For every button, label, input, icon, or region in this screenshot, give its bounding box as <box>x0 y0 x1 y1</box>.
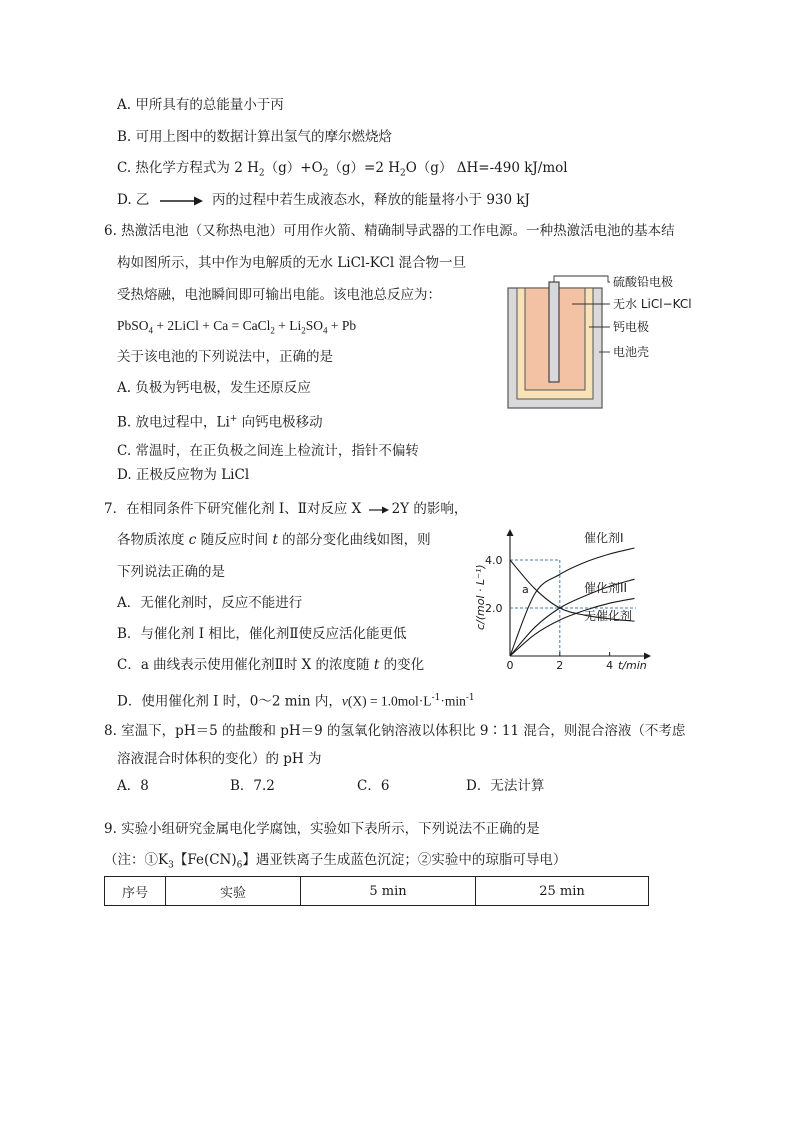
q7-d-text-3: ·min <box>440 693 466 709</box>
q6-question: 关于该电池的下列说法中，正确的是 <box>117 349 333 365</box>
q5-c-text-2: （g）+O <box>264 160 323 176</box>
q9-stem: 9. 实验小组研究金属电化学腐蚀，实验如下表所示，下列说法不正确的是 <box>104 821 540 837</box>
right-arrow-icon <box>158 195 204 207</box>
label-calcium: 钙电极 <box>613 320 650 334</box>
q6-stem-1: 6. 热激活电池（又称热电池）可用作火箭、精确制导武器的工作电源。一种热激活电池的基本结 <box>104 223 675 239</box>
right-arrow-icon <box>368 505 390 515</box>
q7-d-text-2: (X) = 1.0mol·L <box>347 693 432 709</box>
q5-d-text-1: D. 乙 <box>117 192 150 208</box>
q7-c-text-1: C．a 曲线表示使用催化剂Ⅱ时 X 的浓度随 <box>117 657 374 673</box>
q5-c-enthalpy: ΔH=-490 kJ/mol <box>456 160 568 176</box>
q5-c-text-3: （g）=2 H <box>328 160 400 176</box>
q6-stem-3: 受热熔融，电池瞬间即可输出电能。该电池总反应为： <box>117 287 441 303</box>
table-header-index: 序号 <box>105 877 166 906</box>
q6-eq-text-5: + Pb <box>327 318 357 333</box>
q5-c-text-4: O（g） <box>405 160 457 176</box>
q7-stem-1-text: 7．在相同条件下研究催化剂 I、Ⅱ对反应 X <box>104 501 362 517</box>
q6-option-c: C. 常温时，在正负极之间连上检流计，指针不偏转 <box>117 443 419 459</box>
label-lead-sulfate: 硫酸铅电极 <box>613 275 674 289</box>
q9-note-sub-6: 6 <box>236 860 243 871</box>
q6-eq-text-2: + 2LiCl + Ca = CaCl <box>153 318 271 333</box>
label-shell: 电池壳 <box>613 345 650 359</box>
q5-option-d <box>117 191 530 209</box>
q5-d-text-2: 丙的过程中若生成液态水，释放的能量将小于 930 kJ <box>212 192 530 208</box>
curve-label-a: a <box>522 583 529 596</box>
q6-option-a: A. 负极为钙电极，发生还原反应 <box>117 380 311 396</box>
q7-concentration-chart <box>466 522 666 672</box>
q8-stem-1: 8. 室温下，pH＝5 的盐酸和 pH＝9 的氢氧化钠溶液以体积比 9∶11 混合，则混合溶液（不考虑 <box>104 723 686 739</box>
q9-note <box>104 851 566 875</box>
q6-b-text-1: B. 放电过程中，Li <box>117 414 230 431</box>
q7-option-c <box>117 656 424 674</box>
q6-stem-2: 构如图所示，其中作为电解质的无水 LiCl-KCl 混合物一旦 <box>117 255 466 271</box>
x-tick-label: 0 <box>506 659 514 672</box>
q7-stem-1 <box>104 500 467 518</box>
q6-option-d: D. 正极反应物为 LiCl <box>117 467 250 483</box>
q7-stem-3: 下列说法正确的是 <box>117 564 225 580</box>
q7-stem-2-t: t <box>272 532 278 548</box>
battery-diagram <box>500 272 710 412</box>
q9-note-3: 】遇亚铁离子生成蓝色沉淀；②实验中的琼脂可导电） <box>242 852 567 868</box>
curve-label-catalyst-1: 催化剂I <box>584 531 624 545</box>
q7-option-d <box>117 689 475 711</box>
q7-d-text-1: D．使用催化剂 I 时，0～2 min 内， <box>117 693 342 710</box>
q6-eq-sub-3: 2 <box>301 325 306 336</box>
table-header-experiment: 实验 <box>166 877 301 906</box>
q5-option-a: A. 甲所具有的总能量小于丙 <box>117 97 284 113</box>
q5-c-sub-1: 2 <box>258 168 265 179</box>
q6-eq-sub-4: 4 <box>323 325 328 336</box>
q7-stem-2-a: 各物质浓度 <box>117 532 189 548</box>
q7-stem-2-e: 的部分变化曲线如图，则 <box>277 532 431 548</box>
q5-option-c <box>117 159 568 183</box>
x-tick-label: 4 <box>606 659 614 672</box>
q6-eq-sub-2: 2 <box>270 325 275 336</box>
q7-option-a: A．无催化剂时，反应不能进行 <box>117 595 303 611</box>
q7-option-b: B．与催化剂 I 相比，催化剂Ⅱ使反应活化能更低 <box>117 626 407 642</box>
x-tick-label: 2 <box>556 659 564 672</box>
q6-equation <box>117 317 356 340</box>
y-tick-label: 4.0 <box>485 554 503 567</box>
q8-option-c: C．6 <box>357 778 390 794</box>
q6-b-text-2: 向钙电极移动 <box>237 414 323 431</box>
q7-c-text-2: 的变化 <box>379 657 425 673</box>
q7-d-sup-1: -1 <box>431 693 441 703</box>
q9-note-2: 【Fe(CN) <box>173 852 237 868</box>
q7-c-t: t <box>373 657 380 673</box>
q8-stem-2: 溶液混合时体积的变化）的 pH 为 <box>117 751 322 767</box>
q7-d-sup-2: -1 <box>465 693 475 703</box>
q7-stem-2 <box>117 531 431 549</box>
q7-stem-2-b: 随反应时间 <box>196 532 273 548</box>
chart-x-label: t/min <box>618 659 647 672</box>
lead-sulfate-electrode <box>549 282 559 382</box>
q7-stem-2-c: c <box>188 532 197 548</box>
label-line-1 <box>554 276 610 282</box>
q8-option-b: B．7.2 <box>230 778 275 794</box>
q6-b-sup: + <box>229 414 238 424</box>
chart-y-label: c/(mol · L⁻¹) <box>474 564 487 630</box>
q6-eq-sub-1: 4 <box>148 325 154 336</box>
label-electrolyte: 无水 LiCl−KCl <box>613 297 692 311</box>
q6-eq-text-3: + Li <box>274 318 302 333</box>
q8-option-a: A．8 <box>117 778 149 794</box>
q6-eq-text-4: SO <box>305 318 323 333</box>
q5-c-sub-2: 2 <box>322 168 329 179</box>
q6-eq-text-1: PbSO <box>117 318 149 333</box>
q5-c-text-1: C. 热化学方程式为 2 H <box>117 160 259 176</box>
q5-c-sub-3: 2 <box>400 168 406 179</box>
table-header-5min: 5 min <box>301 877 476 906</box>
q8-option-d: D．无法计算 <box>466 778 545 794</box>
q5-option-b: B. 可用上图中的数据计算出氢气的摩尔燃烧焓 <box>117 129 393 145</box>
chart-y-arrow-icon <box>507 529 514 536</box>
q7-d-v: v <box>341 693 348 709</box>
curve-label-no-catalyst: 无催化剂 <box>584 609 633 623</box>
table-header-25min: 25 min <box>476 877 649 906</box>
q6-option-b <box>117 410 323 432</box>
q9-experiment-table <box>104 876 649 906</box>
q9-note-sub-3: 3 <box>168 860 174 871</box>
q7-stem-1-text-b: 2Y 的影响， <box>391 501 468 517</box>
table-header-row <box>105 877 649 906</box>
curve-label-catalyst-2: 催化剂II <box>584 581 628 595</box>
q9-note-1: （注：①K <box>104 852 169 868</box>
y-tick-label: 2.0 <box>485 602 503 615</box>
